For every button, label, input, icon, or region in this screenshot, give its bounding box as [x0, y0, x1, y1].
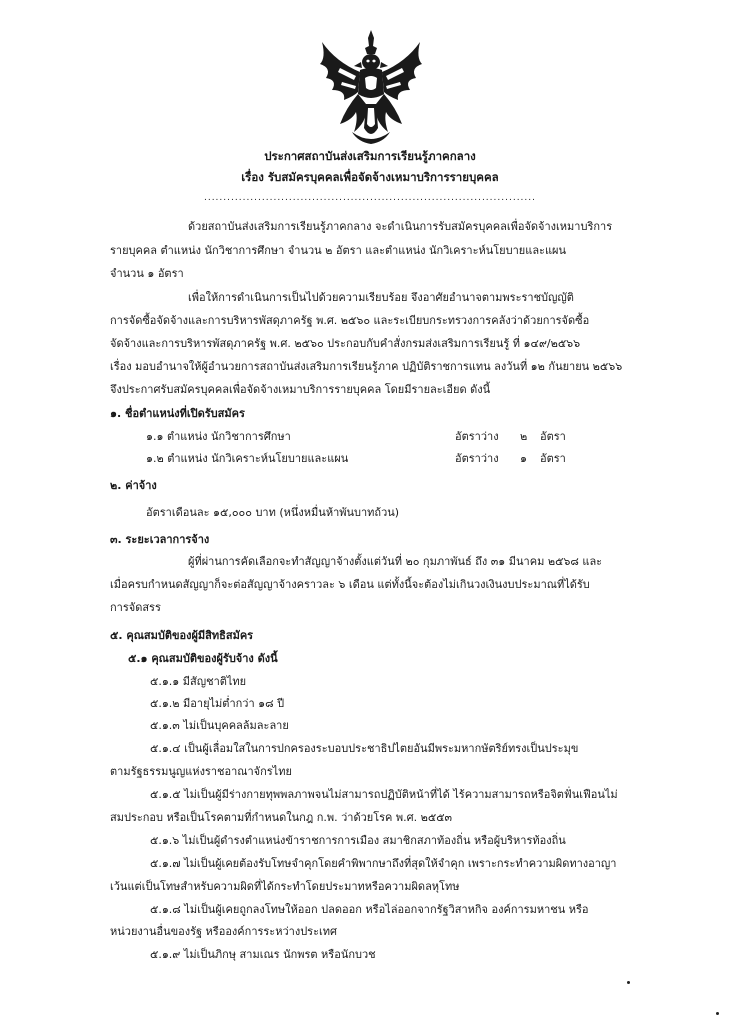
term-line: การจัดสรร — [110, 601, 161, 614]
qualification-line: ๕.๑.๔ เป็นผู้เลื่อมใสในการปกครองระบอบประชาธิปไตยอันมีพระมหากษัตริย์ทรงเป็นประมุข — [150, 742, 579, 755]
vacancy-unit: อัตรา — [540, 430, 566, 443]
section-heading: ๓. ระยะเวลาการจ้าง — [110, 533, 210, 546]
qualification-line: ๕.๑.๑ มีสัญชาติไทย — [150, 675, 247, 688]
intro-line: ด้วยสถาบันส่งเสริมการเรียนรู้ภาคกลาง จะดำเนินการรับสมัครบุคคลเพื่อจัดจ้างเหมาบริการ — [188, 220, 613, 233]
section-heading: ๑. ชื่อตำแหน่งที่เปิดรับสมัคร — [110, 407, 245, 420]
qualification-line: ๕.๑.๘ ไม่เป็นผู้เคยถูกลงโทษให้ออก ปลดออก หรือไล่ออกจากรัฐวิสาหกิจ องค์การมหาชน หรือ — [150, 903, 589, 916]
garuda-emblem — [316, 28, 426, 146]
vacancy-count: ๒ — [520, 430, 528, 443]
section-heading: ๕. คุณสมบัติของผู้มีสิทธิสมัคร — [110, 629, 254, 642]
announcement-subject: เรื่อง รับสมัครบุคคลเพื่อจัดจ้างเหมาบริการรายบุคคล — [241, 170, 499, 184]
authority-line: เพื่อให้การดำเนินการเป็นไปด้วยความเรียบร้อย จึงอาศัยอำนาจตามพระราชบัญญัติ — [188, 291, 574, 304]
qualification-line: ๕.๑.๗ ไม่เป็นผู้เคยต้องรับโทษจำคุกโดยคำพิพากษาถึงที่สุดให้จำคุก เพราะกระทำความผิดทางอาญา — [150, 857, 617, 870]
position-name: ๑.๑ ตำแหน่ง นักวิชาการศึกษา — [146, 430, 291, 443]
term-line: ผู้ที่ผ่านการคัดเลือกจะทำสัญญาจ้างตั้งแต่วันที่ ๒๐ กุมภาพันธ์ ถึง ๓๑ มีนาคม ๒๕๖๘ และ — [188, 555, 603, 568]
term-line: เมื่อครบกำหนดสัญญาก็จะต่อสัญญาจ้างคราวละ ๖ เดือน แต่ทั้งนี้จะต้องไม่เกินวงเงินงบประมาณที่ได้รับ — [110, 578, 590, 591]
qualification-line: ๕.๑.๖ ไม่เป็นผู้ดำรงตำแหน่งข้าราชการการเมือง สมาชิกสภาท้องถิ่น หรือผู้บริหารท้องถิ่น — [150, 834, 566, 847]
wage-text: อัตราเดือนละ ๑๕,๐๐๐ บาท (หนึ่งหมื่นห้าพันบาทถ้วน) — [146, 506, 400, 519]
stray-mark — [627, 981, 630, 984]
intro-line: จำนวน ๑ อัตรา — [110, 267, 184, 280]
vacancy-count: ๑ — [520, 452, 527, 465]
qualification-line: หน่วยงานอื่นของรัฐ หรือองค์การระหว่างประเทศ — [110, 925, 337, 938]
intro-line: รายบุคคล ตำแหน่ง นักวิชาการศึกษา จำนวน ๒ อัตรา และตำแหน่ง นักวิเคราะห์นโยบายและแผน — [110, 244, 567, 257]
vacancy-label: อัตราว่าง — [455, 452, 499, 465]
qualification-line: ตามรัฐธรรมนูญแห่งราชอาณาจักรไทย — [110, 765, 292, 778]
authority-line: เรื่อง มอบอำนาจให้ผู้อำนวยการสถาบันส่งเสริมการเรียนรู้ภาค ปฏิบัติราชการแทน ลงวันที่ ๑๒ กันยายน ๒๕๖๖ — [110, 360, 623, 373]
qualification-line: เว้นแต่เป็นโทษสำหรับความผิดที่ได้กระทำโดยประมาทหรือความผิดลหุโทษ — [110, 880, 460, 893]
vacancy-unit: อัตรา — [540, 452, 566, 465]
qualification-line: ๕.๑.๙ ไม่เป็นภิกษุ สามเณร นักพรต หรือนักบวช — [150, 948, 376, 961]
section-heading: ๒. ค่าจ้าง — [110, 479, 157, 492]
authority-line: การจัดซื้อจัดจ้างและการบริหารพัสดุภาครัฐ พ.ศ. ๒๕๖๐ และระเบียบกระทรวงการคลังว่าด้วยการจัดซื้อ — [110, 314, 590, 327]
authority-line: จัดจ้างและการบริหารพัสดุภาครัฐ พ.ศ. ๒๕๖๐ ประกอบกับคำสั่งกรมส่งเสริมการเรียนรู้ ที่ ๑๔๙/๒๕๖๖ — [110, 337, 581, 350]
qualification-line: ๕.๑.๓ ไม่เป็นบุคคลล้มละลาย — [150, 719, 289, 732]
qualification-line: สมประกอบ หรือเป็นโรคตามที่กำหนดในกฎ ก.พ. ว่าด้วยโรค พ.ศ. ๒๕๕๓ — [110, 811, 453, 824]
subsection-heading: ๕.๑ คุณสมบัติของผู้รับจ้าง ดังนี้ — [128, 652, 278, 665]
authority-line: จึงประกาศรับสมัครบุคคลเพื่อจัดจ้างเหมาบริการรายบุคคล โดยมีรายละเอียด ดังนี้ — [110, 383, 491, 396]
stray-mark — [716, 1012, 719, 1015]
title-separator: ...................................................................................... — [203, 193, 537, 203]
qualification-line: ๕.๑.๕ ไม่เป็นผู้มีร่างกายทุพพลภาพจนไม่สามารถปฏิบัติหน้าที่ได้ ไร้ความสามารถหรือจิตฟั่นเฟือนไม่ — [150, 788, 618, 801]
qualification-line: ๕.๑.๒ มีอายุไม่ต่ำกว่า ๑๘ ปี — [150, 697, 285, 710]
vacancy-label: อัตราว่าง — [455, 430, 499, 443]
announcement-title: ประกาศสถาบันส่งเสริมการเรียนรู้ภาคกลาง — [264, 149, 476, 163]
position-name: ๑.๒ ตำแหน่ง นักวิเคราะห์นโยบายและแผน — [146, 452, 349, 465]
